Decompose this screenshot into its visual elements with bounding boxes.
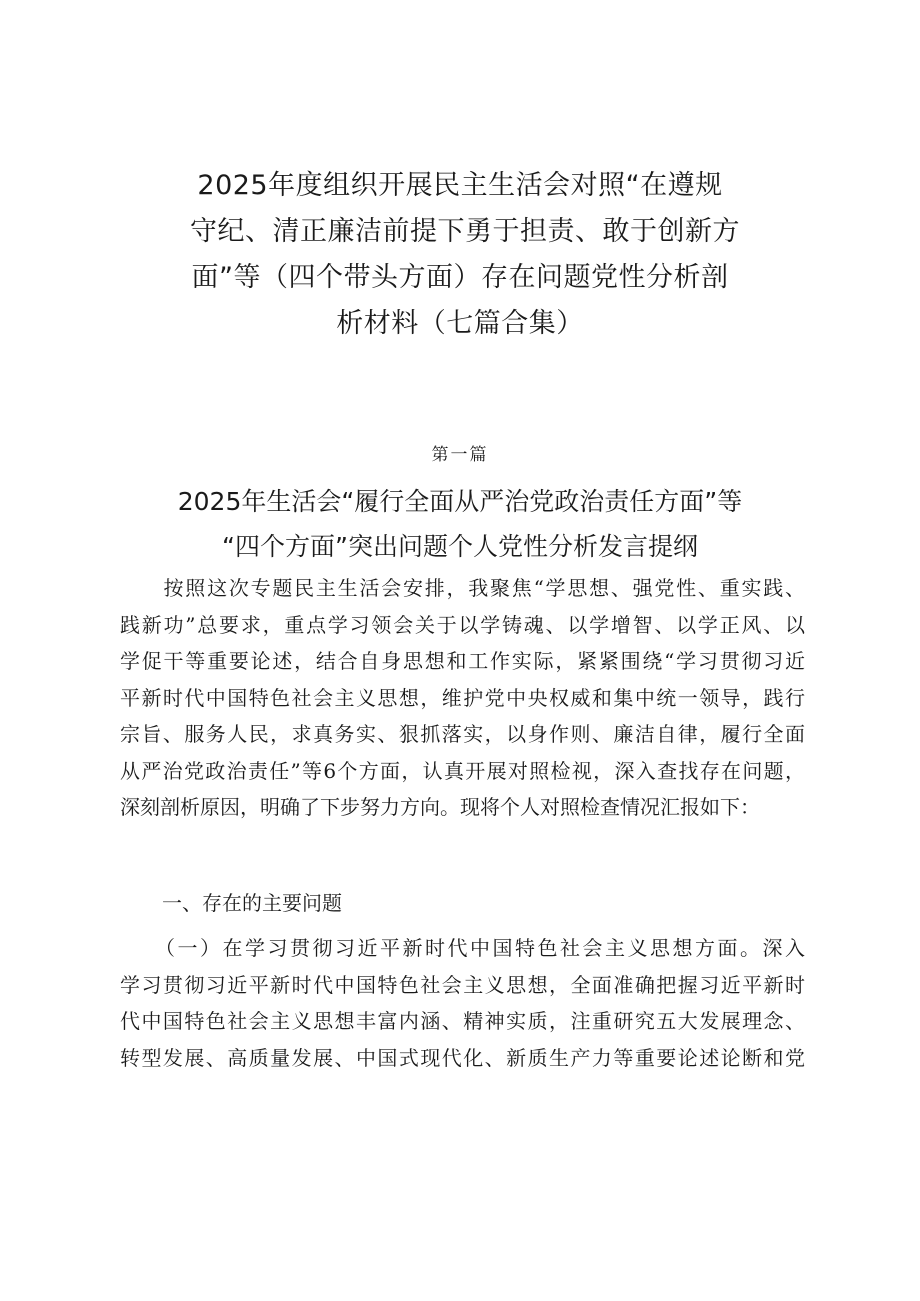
title-line: 析材料（七篇合集） [336, 308, 584, 339]
title-line: 2025年度组织开展民主生活会对照“在遵规 [197, 170, 723, 201]
paragraph-line: 按照这次专题民主生活会安排，我聚焦“学思想、强党性、重实践、 [120, 576, 805, 600]
section-title-line: 2025年生活会“履行全面从严治党政治责任方面”等 [177, 487, 743, 516]
section-title [130, 479, 790, 569]
part-label: 第一篇 [431, 445, 489, 465]
section-heading: 一、存在的主要问题 [162, 891, 342, 915]
body-paragraph [120, 930, 805, 1076]
title-line: 守纪、清正廉洁前提下勇于担责、敢于创新方 [190, 216, 740, 247]
intro-paragraph [120, 570, 805, 826]
paragraph-line: 践新功”总要求，重点学习领会关于以学铸魂、以学增智、以学正风、以 [120, 612, 805, 637]
paragraph-line: 平新时代中国特色社会主义思想，维护党中央权威和集中统一领导，践行 [120, 685, 805, 710]
paragraph-line: 从严治党政治责任”等6个方面，认真开展对照检视，深入查找存在问题， [120, 758, 805, 783]
paragraph-line: 宗旨、服务人民，求真务实、狠抓落实，以身作则、廉洁自律，履行全面 [120, 722, 805, 746]
document-title [190, 163, 740, 347]
paragraph-line: 转型发展、高质量发展、中国式现代化、新质生产力等重要论述论断和党 [120, 1045, 805, 1070]
paragraph-line: 学促干等重要论述，结合自身思想和工作实际，紧紧围绕“学习贯彻习近 [120, 649, 805, 673]
title-line: 面”等（四个带头方面）存在问题党性分析剖 [191, 262, 729, 293]
paragraph-line: 深刻剖析原因，明确了下步努力方向。现将个人对照检查情况汇报如下： [120, 795, 760, 819]
paragraph-line: 学习贯彻习近平新时代中国特色社会主义思想，全面准确把握习近平新时 [120, 972, 805, 997]
paragraph-line: （一）在学习贯彻习近平新时代中国特色社会主义思想方面。深入 [120, 936, 805, 960]
paragraph-line: 代中国特色社会主义思想丰富内涵、精神实质，注重研究五大发展理念、 [120, 1009, 805, 1033]
section-title-line: “四个方面”突出问题个人党性分析发言提纲 [222, 532, 698, 561]
